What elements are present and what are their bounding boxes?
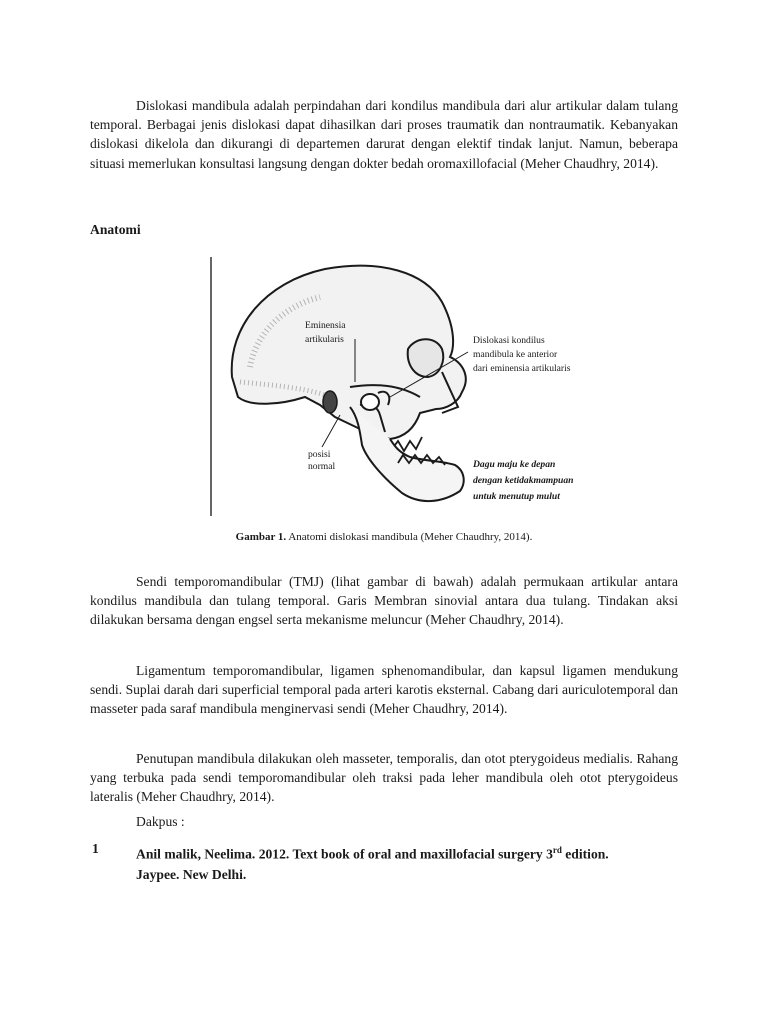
- figure-caption: [0, 531, 768, 543]
- label-dislokasi-2: mandibula ke anterior: [473, 349, 558, 360]
- reference-entry: [136, 840, 676, 885]
- label-posisi-2: normal: [308, 461, 336, 472]
- paragraph-intro: Dislokasi mandibula adalah perpindahan dari kondilus mandibula dari alur artikular dalam tulang temporal. Berbagai jenis dislokasi dapat dihasilkan dari proses traumatik dan nontraumatik. Kebanyakan dislokasi dikelola dan dikurangi di departemen darurat dengan elektif tindak lanjut. Namun, beberapa situasi memerlukan konsultasi langsung dengan dokter bedah oromaxillofacial (Meher Chaudhry, 2014).: [90, 98, 678, 171]
- caption-text: Anatomi dislokasi mandibula (Meher Chaudhry, 2014).: [286, 531, 533, 543]
- reference-line2: Jaypee. New Delhi.: [136, 866, 247, 882]
- caption-label: Gambar 1.: [235, 531, 287, 543]
- label-dagu-3: untuk menutup mulut: [473, 491, 560, 502]
- reference-number: 1: [92, 841, 99, 856]
- label-dislokasi-3: dari eminensia artikularis: [473, 363, 571, 374]
- section-heading: Anatomi: [90, 222, 141, 237]
- references-heading: Dakpus :: [136, 814, 185, 829]
- paragraph-tmj: Sendi temporomandibular (TMJ) (lihat gambar di bawah) adalah permukaan artikular antara kondilus mandibula dan tulang temporal. Garis Membran sinovial antara dua tulang. Tindakan aksi dilakukan bersama dengan engsel serta mekanisme meluncur (Meher Chaudhry, 2014).: [90, 574, 678, 628]
- paragraph-closure: Penutupan mandibula dilakukan oleh masseter, temporalis, dan otot pterygoideus medialis. Rahang yang terbuka pada sendi temporomandibular oleh traksi pada leher mandibula oleh otot pterygoideus lateralis (Meher Chaudhry, 2014).: [90, 751, 678, 805]
- label-dagu-1: Dagu maju ke depan: [473, 459, 556, 470]
- label-eminensia-1: Eminensia: [305, 320, 346, 331]
- label-posisi-1: posisi: [308, 449, 331, 460]
- reference-line1a: Anil malik, Neelima. 2012. Text book of oral and maxillofacial surgery 3: [136, 846, 553, 862]
- label-dislokasi-1: Dislokasi kondilus: [473, 335, 545, 346]
- figure-skull: [210, 257, 574, 516]
- reference-line1b: edition.: [561, 846, 609, 862]
- label-dagu-2: dengan ketidakmampuan: [473, 475, 574, 486]
- reference-superscript: rd: [552, 845, 562, 855]
- label-eminensia-2: artikularis: [305, 334, 344, 345]
- skull-illustration: [210, 257, 574, 516]
- paragraph-ligament: Ligamentum temporomandibular, ligamen sphenomandibular, dan kapsul ligamen mendukung sendi. Suplai darah dari superficial temporal pada arteri karotis eksternal. Cabang dari auriculotemporal dan masseter pada saraf mandibula menginervasi sendi (Meher Chaudhry, 2014).: [90, 663, 678, 717]
